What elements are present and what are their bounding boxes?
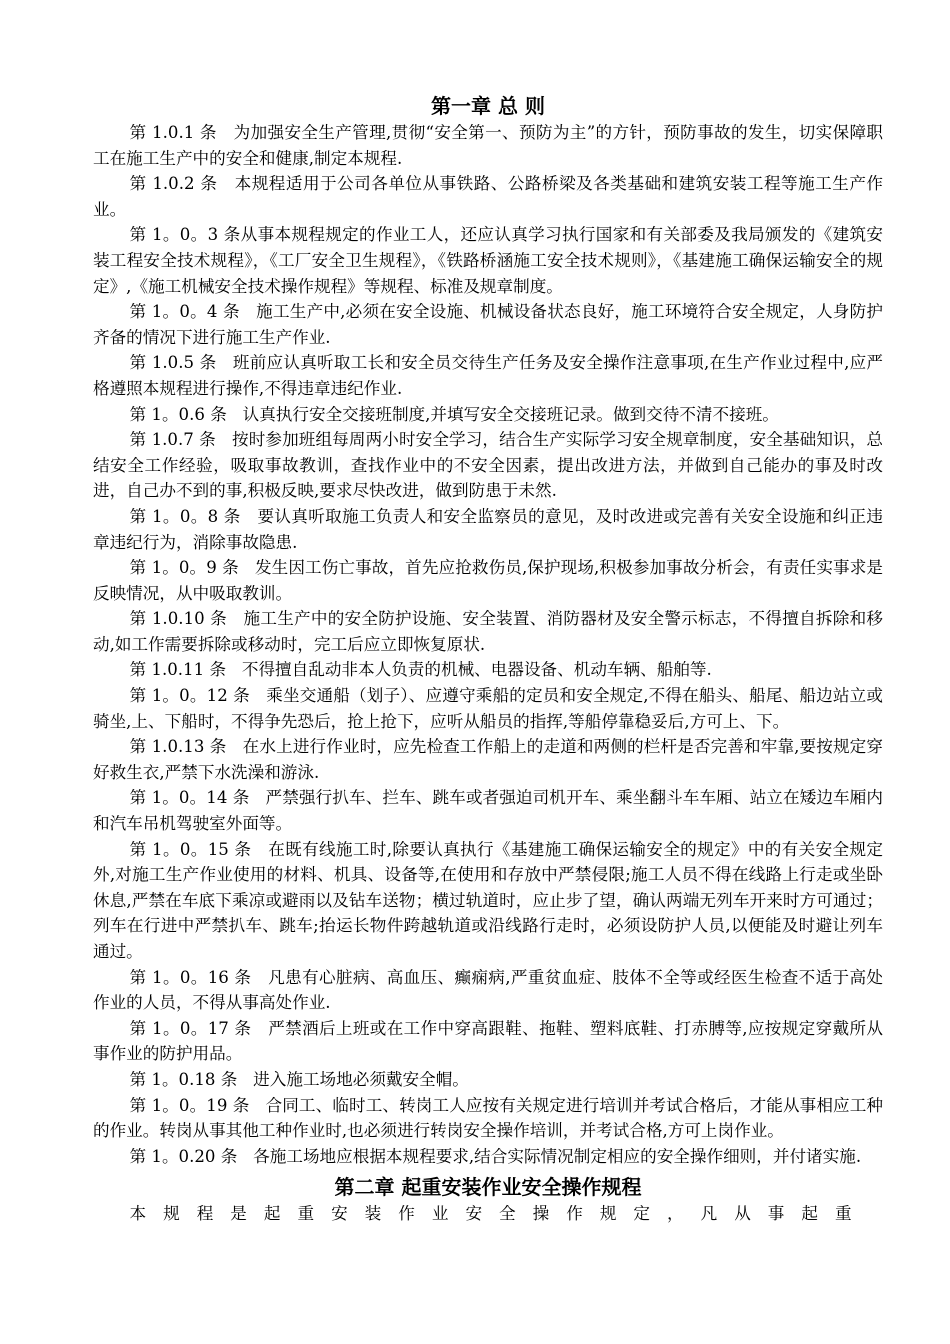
article-paragraph: 第 1.0.10 条 施工生产中的安全防护设施、安全装置、消防器材及安全警示标志，不得擅自拆除和移动,如工作需要拆除或移动时，完工后应立即恢复原状. [93,609,883,654]
article-paragraph: 第 1。0。3 条从事本规程规定的作业工人，还应认真学习执行国家和有关部委及我局颁发的《建筑安装工程安全技术规程》，《工厂安全卫生规程》，《铁路桥涵施工安全技术规则》，《基建施工确保运输安全的规定》,《施工机械安全技术操作规程》等规程、标准及规章制度。 [93,225,883,296]
article-paragraph: 第 1。0。9 条 发生因工伤亡事故，首先应抢救伤员,保护现场,积极参加事故分析会，有责任实事求是反映情况，从中吸取教训。 [93,558,883,603]
article-paragraph: 第 1。0.6 条 认真执行安全交接班制度,并填写安全交接班记录。做到交待不清不接班。 [129,404,779,424]
chapter-1-title: 第一章 总 则 [431,94,545,118]
article-paragraph: 第 1。0。15 条 在既有线施工时,除要认真执行《基建施工确保运输安全的规定》中的有关安全规定外,对施工生产作业使用的材料、机具、设备等,在使用和存放中严禁侵限;施工人员不得在线路上行走或坐卧休息,严禁在车底下乘凉或避雨以及钻车送物；横过轨道时，应止步了望，确认两端无列车开来时方可通过；列车在行进中严禁扒车、跳车;抬运长物件跨越轨道或沿线路行走时，必须设防护人员,以便能及时避让列车通过。 [93,839,883,961]
article-paragraph: 第 1.0.11 条 不得擅自乱动非本人负责的机械、电器设备、机动车辆、船舶等. [129,660,712,680]
article-paragraph: 第 1。0。4 条 施工生产中,必须在安全设施、机械设备状态良好，施工环境符合安全规定，人身防护齐备的情况下进行施工生产作业. [93,302,883,347]
article-paragraph: 第 1.0.2 条 本规程适用于公司各单位从事铁路、公路桥梁及各类基础和建筑安装工程等施工生产作业。 [93,174,883,219]
chapter-2-intro: 本规程是起重安装作业安全操作规定，凡从事起重 [129,1204,869,1224]
article-paragraph: 第 1。0。16 条 凡患有心脏病、高血压、癫痫病,严重贫血症、肢体不全等或经医生检查不适于高处作业的人员，不得从事高处作业. [93,967,883,1013]
article-paragraph: 第 1.0.13 条 在水上进行作业时，应先检查工作船上的走道和两侧的栏杆是否完善和牢靠,要按规定穿好救生衣,严禁下水洗澡和游泳. [93,737,883,782]
document-body [93,92,883,1227]
article-paragraph: 第 1。0.20 条 各施工场地应根据本规程要求,结合实际情况制定相应的安全操作细则，并付诸实施. [129,1146,862,1166]
article-paragraph: 第 1.0.5 条 班前应认真听取工长和安全员交待生产任务及安全操作注意事项,在生产作业过程中,应严格遵照本规程进行操作,不得违章违纪作业. [93,353,883,398]
article-paragraph: 第 1.0.1 条 为加强安全生产管理,贯彻“安全第一、预防为主”的方针，预防事故的发生，切实保障职工在施工生产中的安全和健康,制定本规程. [93,123,883,168]
article-paragraph: 第 1。0。14 条 严禁强行扒车、拦车、跳车或者强迫司机开车、乘坐翻斗车车厢、站立在矮边车厢内和汽车吊机驾驶室外面等。 [93,788,883,834]
article-paragraph: 第 1。0.18 条 进入施工场地必须戴安全帽。 [129,1069,469,1089]
article-paragraph: 第 1。0。19 条 合同工、临时工、转岗工人应按有关规定进行培训并考试合格后，才能从事相应工种的作业。转岗从事其他工种作业时,也必须进行转岗安全操作培训，并考试合格,方可上岗作业。 [93,1095,883,1141]
article-paragraph: 第 1。0。8 条 要认真听取施工负责人和安全监察员的意见，及时改进或完善有关安全设施和纠正违章违纪行为，消除事故隐患. [93,506,883,552]
article-paragraph: 第 1。0。17 条 严禁酒后上班或在工作中穿高跟鞋、拖鞋、塑料底鞋、打赤膊等,应按规定穿戴所从事作业的防护用品。 [93,1018,883,1064]
article-paragraph: 第 1。0。12 条 乘坐交通船（划子）、应遵守乘船的定员和安全规定,不得在船头、船尾、船边站立或骑坐,上、下船时，不得争先恐后，抢上抢下，应听从船员的指挥,等船停靠稳妥后,方可上、下。 [93,686,883,731]
chapter-1-articles [93,120,883,1169]
chapter-2-title: 第二章 起重安装作业安全操作规程 [334,1175,642,1200]
article-paragraph: 第 1.0.7 条 按时参加班组每周两小时安全学习，结合生产实际学习安全规章制度，安全基础知识，总结安全工作经验，吸取事故教训，查找作业中的不安全因素，提出改进方法，并做到自己能办的事及时改进，自己办不到的事,积极反映,要求尽快改进，做到防患于未然. [93,430,883,501]
